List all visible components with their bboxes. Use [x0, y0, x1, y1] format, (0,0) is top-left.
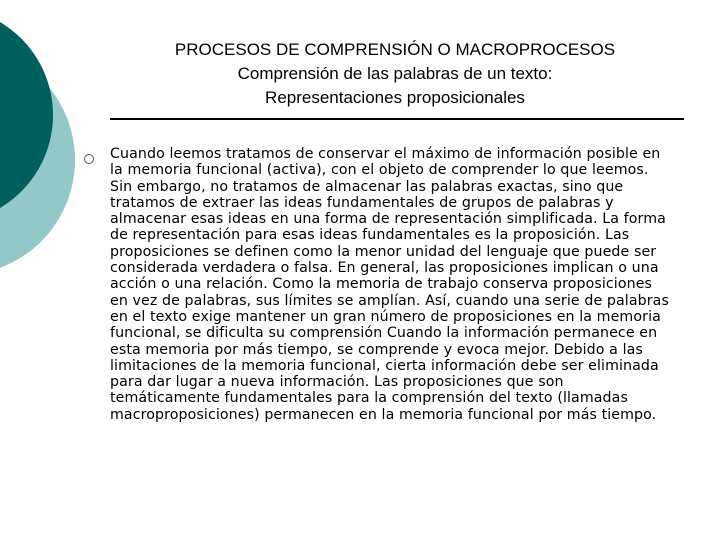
- decorative-circles: [0, 0, 80, 300]
- title-line-3: Representaciones proposicionales: [265, 88, 525, 107]
- title-line-1: PROCESOS DE COMPRENSIÓN O MACROPROCESOS: [174, 40, 616, 59]
- bullet-circle-icon: [84, 154, 94, 164]
- slide-title: [95, 38, 695, 110]
- body-paragraph: Cuando leemos tratamos de conservar el máximo de información posible en la memoria funcional (activa), con el objeto de comprender lo que leemos. Sin embargo, no tratamos de almacenar las palabras exactas, sino que tratamos de extraer las ideas fundamentales de grupos de palabras y almacenar esas ideas en una forma de representación simplificada. La forma de representación para esas ideas fundamentales es la proposición. Las proposiciones se definen como la menor unidad del lenguaje que puede ser considerada verdadera o falsa. En general, las proposiciones implican o una acción o una relación. Como la memoria de trabajo conserva proposiciones en vez de palabras, sus límites se amplían. Así, cuando una serie de palabras en el texto exige mantener un gran número de proposiciones en la memoria funcional, se dificulta su comprensión Cuando la información permanece en esta memoria por más tiempo, se comprende y evoca mejor. Debido a las limitaciones de la memoria funcional, cierta información debe ser eliminada para dar lugar a nueva información. Las proposiciones que son temáticamente fundamentales para la comprensión del texto (llamadas macroproposiciones) permanecen en la memoria funcional por más tiempo.: [110, 146, 669, 423]
- title-divider: [110, 118, 684, 120]
- title-line-2: Comprensión de las palabras de un texto:: [237, 64, 553, 83]
